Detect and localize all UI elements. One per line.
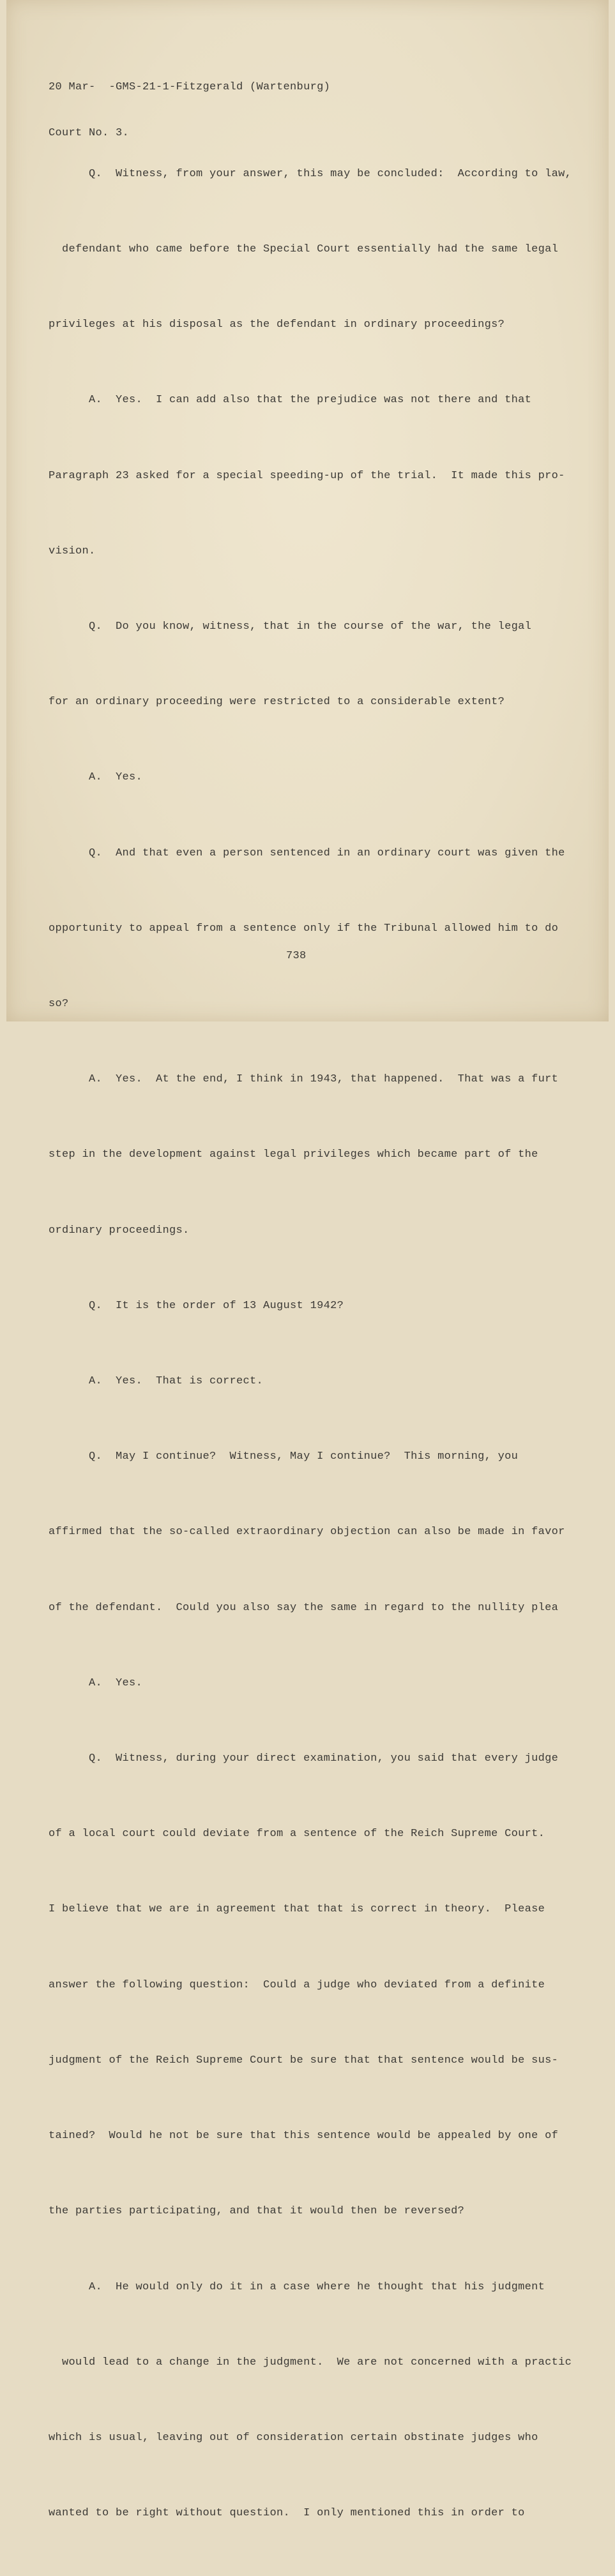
text-line: of the defendant. Could you also say the same in regard to the nullity plea	[49, 1601, 559, 1614]
text-line: defendant who came before the Special Court essentially had the same legal	[49, 243, 559, 256]
text-line: Q. And that even a person sentenced in an ordinary court was given the	[49, 847, 565, 859]
text-line: ordinary proceedings.	[49, 1224, 190, 1237]
text-line: for an ordinary proceeding were restricted to a considerable extent?	[49, 696, 505, 709]
text-line: would lead to a change in the judgment. We are not concerned with a practic	[49, 2356, 572, 2369]
text-line: affirmed that the so-called extraordinary objection can also be made in favor	[49, 1526, 565, 1539]
text-line: tained? Would he not be sure that this sentence would be appealed by one of	[49, 2130, 559, 2143]
text-line: so?	[49, 998, 69, 1011]
text-line: A. Yes. I can add also that the prejudice was not there and that	[49, 394, 532, 407]
text-line: answer the following question: Could a judge who deviated from a definite	[49, 1978, 545, 1991]
transcript-body	[49, 111, 572, 2576]
text-line: of a local court could deviate from a sentence of the Reich Supreme Court.	[49, 1828, 545, 1841]
text-line: Q. It is the order of 13 August 1942?	[49, 1299, 344, 1312]
text-line: Q. May I continue? Witness, May I continue? This morning, you	[49, 1450, 519, 1463]
text-line: wanted to be right without question. I only mentioned this in order to	[49, 2507, 525, 2520]
text-line: Q. Witness, during your direct examination, you said that every judge	[49, 1752, 559, 1765]
text-line: opportunity to appeal from a sentence only if the Tribunal allowed him to do	[49, 922, 559, 935]
text-line: vision.	[49, 545, 96, 557]
header-line-2: Court No. 3.	[49, 127, 130, 139]
header-line-1: 20 Mar- -GMS-21-1-Fitzgerald (Wartenburg)	[49, 81, 331, 93]
text-line: A. Yes. That is correct.	[49, 1375, 264, 1388]
text-line: I believe that we are in agreement that that is correct in theory. Please	[49, 1903, 545, 1916]
text-line: A. Yes.	[49, 771, 143, 784]
text-line: judgment of the Reich Supreme Court be sure that that sentence would be sus-	[49, 2054, 559, 2067]
text-line: A. Yes. At the end, I think in 1943, that happened. That was a furt	[49, 1073, 559, 1086]
text-line: which is usual, leaving out of consideration certain obstinate judges who	[49, 2431, 538, 2444]
page-number: 738	[286, 950, 307, 962]
text-line: privileges at his disposal as the defendant in ordinary proceedings?	[49, 319, 505, 331]
text-line: Q. Witness, from your answer, this may be concluded: According to law,	[49, 167, 572, 180]
text-line: step in the development against legal privileges which became part of the	[49, 1149, 538, 1161]
text-line: the parties participating, and that it would then be reversed?	[49, 2205, 465, 2218]
text-line: A. He would only do it in a case where he thought that his judgment	[49, 2280, 545, 2293]
text-line: Q. Do you know, witness, that in the course of the war, the legal	[49, 621, 552, 633]
text-line: Paragraph 23 asked for a special speeding-up of the trial. It made this pro-	[49, 469, 565, 482]
document-page	[6, 0, 609, 2520]
text-line: A. Yes.	[49, 1676, 143, 1689]
